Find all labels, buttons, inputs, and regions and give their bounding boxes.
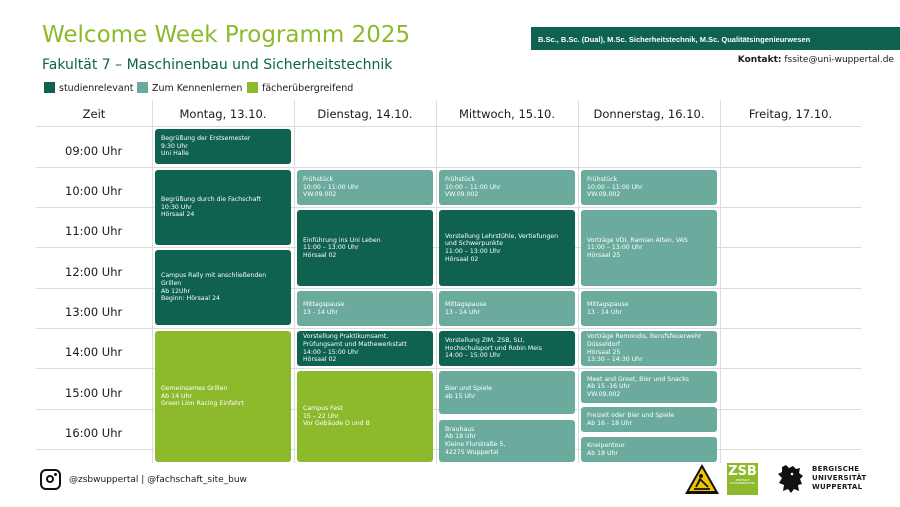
legend-label: studienrelevant [59,83,134,94]
event-text: Vorträge VDI, Ramian Alten, VAS 11:00 – 13:00 Uhr Hörsaal 25 [587,236,688,259]
event-text: Mittagspause 13 - 14 Uhr [587,300,629,316]
event-text: Gemeinsames Grillen Ab 14 Uhr Green Lion Racing Einfahrt [161,385,244,408]
time-label: 10:00 Uhr [65,184,123,198]
time-label: 15:00 Uhr [65,386,123,400]
event-mittagspause[interactable] [581,291,717,326]
university-line: BERGISCHE [812,465,860,473]
university-line: WUPPERTAL [812,483,863,491]
event-text: Vorträge Remondis, Berufsfeuerwehr Düsseldorf Hörsaal 25 13:30 – 14:30 Uhr [587,333,702,364]
lion-shape [778,465,803,493]
event-begruessung-erstsemester[interactable] [155,129,291,164]
event-text: Begrüßung der Erstsemester 9:30 Uhr Uni Halle [161,135,251,158]
event-grillen[interactable] [155,331,291,462]
contact-label: Kontakt: [737,55,782,65]
event-vorstellung-lehrstuehle[interactable] [439,210,575,286]
warning-sign-logo [684,463,720,495]
time-label: 13:00 Uhr [65,305,123,319]
legend-swatch-dark [44,82,55,93]
warning-triangle-inner [689,468,715,491]
grid-line [294,100,295,463]
event-text: Vorstellung Lehrstühle, Vertiefungen und Schwerpunkte 11:00 – 13:00 Uhr Hörsaal 02 [445,232,559,263]
event-text: Vorstellung ZIM, ZSB, SLI, Hochschulsport und Robin Meis 14:00 – 15:00 Uhr [445,337,542,360]
lion-logo-icon [776,463,806,495]
contact [738,55,894,65]
event-vorstellung-aemter[interactable] [297,331,433,366]
event-fruehstueck[interactable] [297,170,433,205]
legend-label: fächerübergreifend [262,83,354,94]
event-freizeit[interactable] [581,407,717,432]
event-fruehstueck[interactable] [439,170,575,205]
grid-line [36,167,861,168]
time-label: 11:00 Uhr [65,224,123,238]
programs-banner: B.Sc., B.Sc. (Dual), M.Sc. Sicherheitstechnik, M.Sc. Qualitätsingenieurwesen [531,27,900,50]
event-begruessung-fachschaft[interactable] [155,170,291,245]
event-text: Kneipentour Ab 18 Uhr [587,441,625,457]
page-subtitle: Fakultät 7 – Maschinenbau und Sicherheitstechnik [42,57,393,73]
instagram-icon[interactable] [40,469,61,490]
legend-swatch-light [137,82,148,93]
event-text: Mittagspause 13 - 14 Uhr [445,300,487,316]
event-text: Begrüßung durch die Fachschaft 10:30 Uhr Hörsaal 24 [161,196,261,219]
column-header-day: Mittwoch, 15.10. [458,107,556,121]
event-text: Einführung ins Uni Leben 11:00 – 13:00 Uhr Hörsaal 02 [303,236,381,259]
event-vortraege-remondis[interactable] [581,331,717,366]
event-text: Freizeit oder Bier und Spiele Ab 16 - 18 Uhr [587,411,675,427]
zsb-logo-subtext: ZENTRALE STUDIENBERATUNG [729,479,756,486]
grid-line [436,100,437,463]
column-header-day: Montag, 13.10. [179,107,267,121]
column-header-day: Donnerstag, 16.10. [593,107,705,121]
university-line: UNIVERSITÄT [812,474,867,482]
event-vortraege-vdi[interactable] [581,210,717,286]
time-label: 09:00 Uhr [65,144,123,158]
event-text: Vorstellung Praktikumsamt, Prüfungsamt und Mathewerkstatt 14:00 – 15:00 Uhr Hörsaal 02 [303,333,407,364]
event-kneipentour[interactable] [581,437,717,462]
zsb-logo [727,463,758,495]
event-text: Mittagspause 13 - 14 Uhr [303,300,345,316]
event-text: Campus Rally mit anschließenden Grillen Ab 12Uhr Beginn: Hörsaal 24 [161,272,267,303]
event-text: Frühstück 10:00 – 11:00 Uhr VW.09.002 [445,176,501,199]
contact-email[interactable]: fssite@uni-wuppertal.de [784,55,894,65]
event-fruehstueck[interactable] [581,170,717,205]
legend-swatch-green [247,82,258,93]
legend-label: Zum Kennenlernen [152,83,243,94]
event-meet-and-greet[interactable] [581,371,717,403]
column-header-time: Zeit [82,107,106,121]
grid-line [36,328,861,329]
event-campus-rally[interactable] [155,250,291,325]
event-text: Frühstück 10:00 – 11:00 Uhr VW.09.002 [303,176,359,199]
event-text: Meet and Greet, Bier und Snacks Ab 15 -16 Uhr VW.09.002 [587,375,689,398]
social-handles[interactable]: @zsbwuppertal | @fachschaft_site_buw [69,475,247,485]
warning-figure-head [699,474,703,478]
legend-item-studienrelevant [44,82,133,94]
page-title: Welcome Week Programm 2025 [42,22,411,48]
event-brauhaus[interactable] [439,420,575,462]
event-text: Campus Fest 15 – 22 Uhr Vor Gebäude O und B [303,405,370,428]
legend-item-faecheruebergreifend [247,82,353,94]
grid-line [720,100,721,463]
time-label: 16:00 Uhr [65,426,123,440]
column-header-day: Freitag, 17.10. [748,107,833,121]
grid-line [36,126,861,127]
event-campus-fest[interactable] [297,371,433,462]
event-text: Frühstück 10:00 – 11:00 Uhr VW.09.002 [587,176,643,199]
event-text: Bier und Spiele ab 15 Uhr [445,384,492,400]
legend-item-kennenlernen [137,82,242,94]
event-mittagspause[interactable] [297,291,433,326]
event-text: Brauhaus Ab 18 Uhr Kleine Flurstraße 5, 42275 Wuppertal [445,425,506,456]
lion-eye [791,473,794,476]
event-bier-und-spiele[interactable] [439,371,575,414]
time-label: 14:00 Uhr [65,345,123,359]
grid-line [152,100,153,463]
event-einfuehrung[interactable] [297,210,433,286]
grid-line [578,100,579,463]
event-mittagspause[interactable] [439,291,575,326]
university-name [812,465,867,492]
time-label: 12:00 Uhr [65,265,123,279]
event-vorstellung-zim[interactable] [439,331,575,366]
zsb-logo-text: ZSB [728,464,757,479]
column-header-day: Dienstag, 14.10. [317,107,413,121]
